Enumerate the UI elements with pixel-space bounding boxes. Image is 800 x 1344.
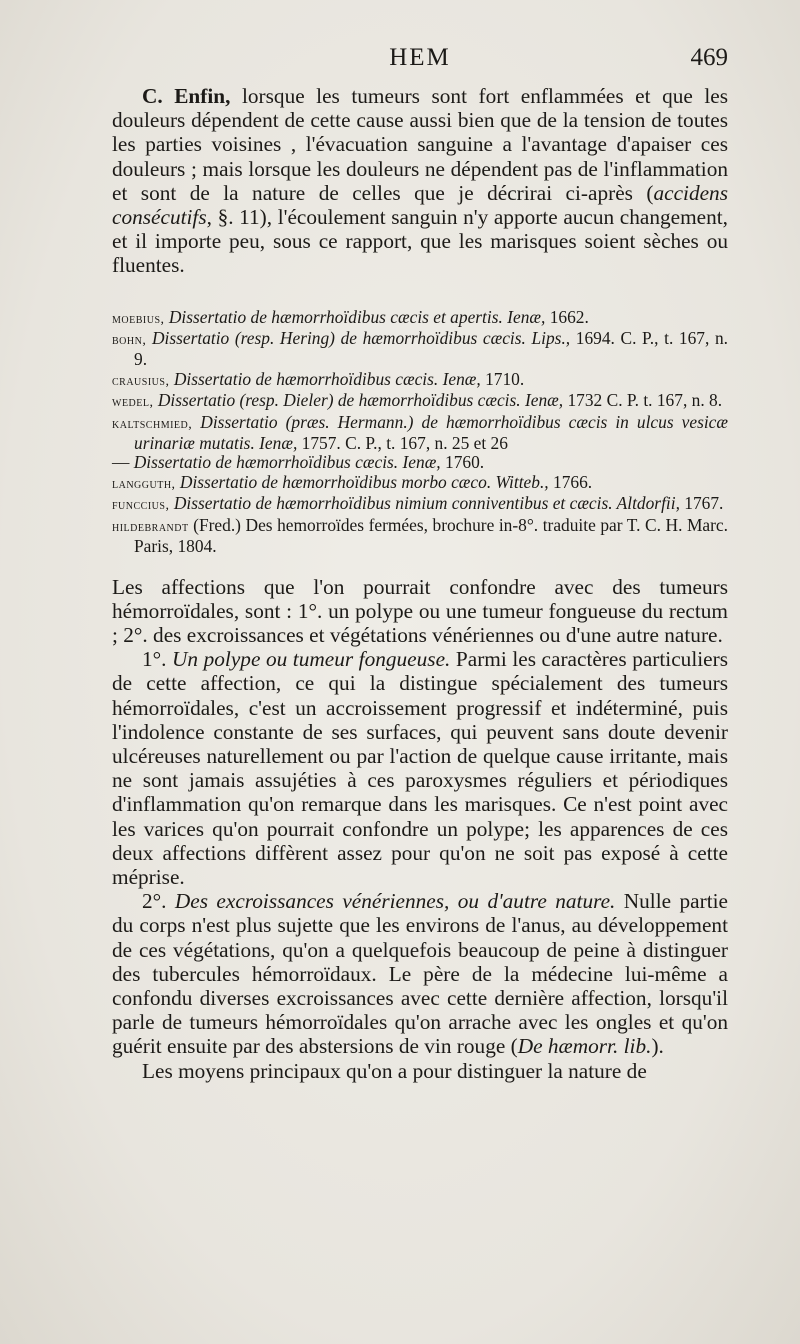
- reference-author: kaltschmied,: [112, 416, 193, 432]
- reference-entry: [112, 494, 728, 515]
- reference-title: Dissertatio (præs. Hermann.) de hæmorrhoïdibus cæcis in ulcus vesicæ urinariæ mutatis. Ienæ,: [134, 411, 728, 454]
- paragraph-excroissances-citation: De hæmorr. lib.: [517, 1034, 652, 1059]
- reference-author: crausius,: [112, 373, 170, 389]
- reference-entry: [112, 413, 728, 454]
- intro-paragraph: [112, 84, 728, 278]
- reference-detail: 1732 C. P. t. 167, n. 8.: [563, 390, 723, 411]
- reference-detail: 1662.: [545, 306, 589, 327]
- intro-text-1: lorsque les tumeurs sont fort enflammées et que les douleurs dépendent de cette cause aussi bien que de la tension de toutes les parties voisines , l'évacuation sanguine a l'avantage d'apaiser ces douleurs ; mais lorsque les douleurs ne dépendent pas de l'inflammation et sont de la nature de celles que je décrirai ci-après (: [112, 84, 728, 205]
- paragraph-polype-heading: Un polype ou tumeur fongueuse.: [166, 647, 451, 672]
- reference-author: wedel,: [112, 395, 154, 411]
- reference-title: Dissertatio de hæmorrhoïdibus morbo cæco. Witteb.,: [175, 471, 549, 492]
- page-number: 469: [690, 44, 728, 71]
- reference-detail: (Fred.) Des hemorroïdes fermées, brochure in-8°. traduite par T. C. H. Marc. Paris, 1804.: [134, 514, 728, 557]
- reference-title: Dissertatio (resp. Hering) de hæmorrhoïdibus cæcis. Lips.,: [146, 328, 571, 349]
- intro-lead: C. Enfin,: [142, 84, 231, 108]
- reference-author: hildebrandt: [112, 519, 189, 535]
- reference-author: moebius,: [112, 311, 165, 327]
- reference-detail: 1694. C. P., t. 167, n. 9.: [134, 328, 728, 370]
- paragraph-excroissances: [112, 889, 728, 1058]
- reference-author: bohn,: [112, 333, 147, 349]
- intro-text-2: , §. 11), l'écoulement sanguin n'y apporte aucun changement, et il importe peu, sous ce rapport, que les marisques soient sèches ou fluentes.: [112, 205, 728, 278]
- reference-author: funccius,: [112, 498, 170, 514]
- paragraph-excroissances-number: 2°.: [142, 889, 167, 914]
- reference-title: Dissertatio de hæmorrhoïdibus cæcis. Ienæ,: [169, 368, 481, 389]
- reference-detail: 1710.: [480, 368, 525, 389]
- paragraph-polype-number: 1°.: [142, 647, 167, 672]
- reference-detail: 1760.: [440, 452, 485, 473]
- paragraph-polype-text: Parmi les caractères particuliers de cette affection, ce qui la distingue spécialement des tumeurs hémorroïdales, c'est un accroissement progressif et indéterminé, puis l'indolence constante de ses surfaces, qui peuvent sans doute devenir ulcéreuses naturellement ou par l'action de quelque cause irritante, mais ne sont jamais assujéties à ces paroxysmes réguliers et périodiques d'inflammation qu'on remarque dans les marisques. Ce n'est point avec les varices qu'on pourrait confondre un polype; les apparences de ces deux affections diffèrent assez pour qu'on ne soit pas exposé à cette méprise.: [112, 647, 728, 889]
- intro-italic: accidens consécutifs: [112, 180, 728, 230]
- reference-title: Dissertatio de hæmorrhoïdibus nimium conniventibus et cæcis. Altdorfii,: [169, 493, 680, 514]
- paragraph-excroissances-text-1: Nulle partie du corps n'est plus sujette que les environs de l'anus, au développement de ces végétations, qu'on a quelquefois beaucoup de peine à distinguer des tubercules hémorroïdaux. Le père de la médecine lui-même a confondu diverses excroissances avec cette dernière affection, lorsqu'il parle de tumeurs hémorroïdales qu'on arrache avec les ongles et qu'on guérit ensuite par des abstersions de vin rouge (: [112, 889, 728, 1059]
- reference-detail: 1766.: [548, 471, 593, 492]
- reference-title: Dissertatio de hæmorrhoïdibus cæcis et apertis. Ienæ,: [164, 306, 546, 327]
- reference-entry: [112, 473, 728, 494]
- reference-entry: [112, 370, 728, 391]
- references-list: [112, 308, 728, 557]
- reference-detail: 1757. C. P., t. 167, n. 25 et 26: [297, 433, 508, 454]
- running-title: HEM: [389, 44, 451, 71]
- reference-entry: [112, 453, 728, 472]
- reference-entry: [112, 329, 728, 370]
- paragraph-excroissances-text-2: ).: [651, 1034, 664, 1059]
- reference-title: Dissertatio (resp. Dieler) de hæmorrhoïdibus cæcis. Ienæ,: [153, 390, 564, 411]
- paragraph-moyens: Les moyens principaux qu'on a pour distinguer la nature de: [142, 1058, 647, 1083]
- reference-entry: [112, 516, 728, 557]
- page-header: [112, 44, 728, 84]
- reference-title: Dissertatio de hæmorrhoïdibus cæcis. Ienæ,: [129, 452, 441, 473]
- reference-entry: [112, 308, 728, 329]
- paragraph-polype: [112, 647, 728, 889]
- paragraph-affections: Les affections que l'on pourrait confondre avec des tumeurs hémorroïdales, sont : 1°. un polype ou une tumeur fongueuse du rectum ; 2°. des excroissances et végétations vénériennes ou d'une autre nature.: [112, 574, 728, 647]
- reference-entry: [112, 391, 728, 412]
- reference-author: —: [112, 452, 130, 473]
- reference-detail: 1767.: [679, 493, 724, 514]
- paragraph-excroissances-heading: Des excroissances vénériennes, ou d'autre nature.: [166, 889, 616, 914]
- reference-author: langguth,: [112, 476, 176, 492]
